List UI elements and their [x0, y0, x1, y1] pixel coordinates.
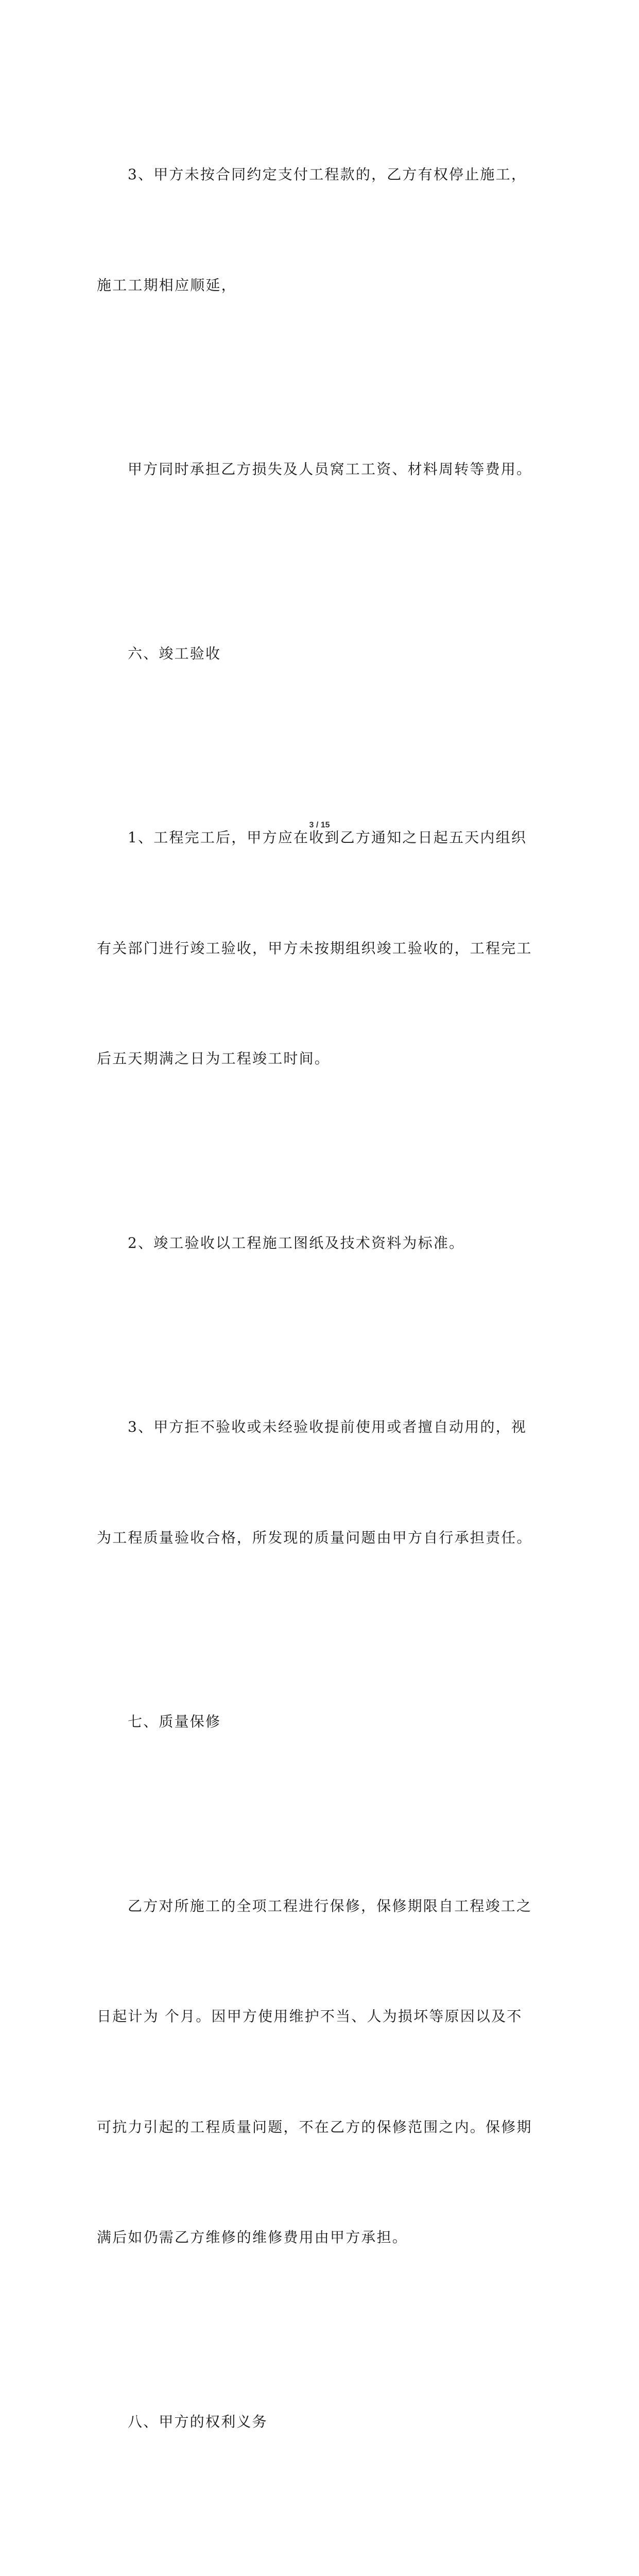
- text-line: 施工工期相应顺延，: [97, 276, 237, 294]
- paragraph: [97, 1151, 550, 1335]
- section-heading: [97, 562, 550, 746]
- text-line: 日起计为 个月。因甲方使用维护不当、人为损坏等原因以及不: [97, 2008, 523, 2025]
- text-line: 八、甲方的权利义务: [128, 2413, 268, 2430]
- text-line: 满后如仍需乙方维修的维修费用由甲方承担。: [97, 2229, 408, 2246]
- text-line: 后五天期满之日为工程竣工时间。: [97, 1050, 331, 1067]
- paragraph: [97, 745, 550, 1151]
- text-line: 可抗力引起的工程质量问题，不在乙方的保修范围之内。保修期: [97, 2118, 532, 2136]
- document-body: [97, 82, 550, 2576]
- text-line: 有关部门进行竣工验收，甲方未按期组织竣工验收的，工程完工: [97, 939, 532, 957]
- page-number: 3 / 15: [309, 821, 330, 829]
- text-line: 为工程质量验收合格，所发现的质量问题由甲方自行承担责任。: [97, 1529, 532, 1546]
- paragraph: [97, 1814, 550, 2330]
- text-line: 甲方同时承担乙方损失及人员窝工工资、材料周转等费用。: [128, 461, 532, 478]
- text-line: 3、甲方未按合同约定支付工程款的，乙方有权停止施工，: [128, 166, 527, 183]
- paragraph: [97, 377, 550, 562]
- section-heading: [97, 1630, 550, 1814]
- text-line: 1、工程完工后，甲方应在收到乙方通知之日起五天内组织: [128, 829, 527, 846]
- paragraph: [97, 1335, 550, 1630]
- paragraph: [97, 2514, 550, 2576]
- text-line: 2、竣工验收以工程施工图纸及技术资料为标准。: [128, 1234, 465, 1251]
- text-line: 六、竣工验收: [128, 645, 221, 662]
- text-line: 七、质量保修: [128, 1713, 221, 1730]
- text-line: 乙方对所施工的全项工程进行保修，保修期限自工程竣工之: [128, 1897, 532, 1914]
- section-heading: [97, 2330, 550, 2514]
- paragraph: [97, 82, 550, 377]
- text-line: 3、甲方拒不验收或未经验收提前使用或者擅自动用的，视: [128, 1418, 527, 1435]
